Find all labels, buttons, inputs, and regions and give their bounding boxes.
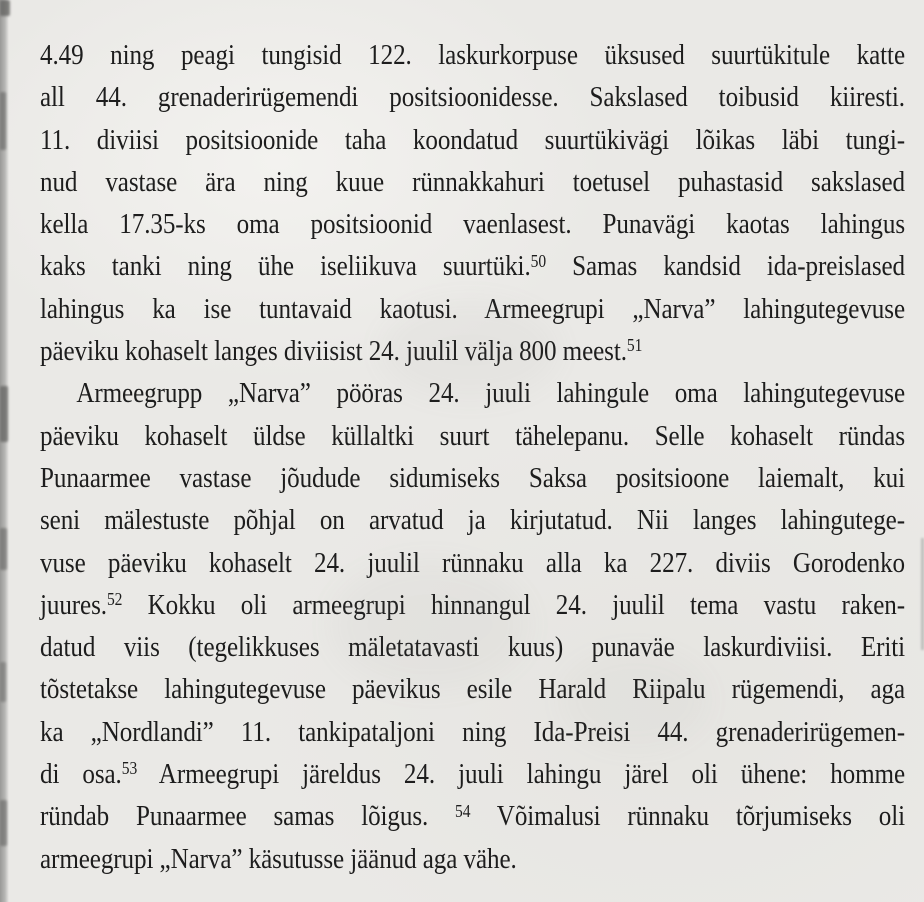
text-block: [40, 34, 905, 880]
text-segment: all 44. grenaderirügemendi positsioonidesse. Sakslased toibusid kiiresti.: [40, 81, 905, 114]
scan-edge-mark: [0, 662, 6, 702]
reverse-page-ghosting: [560, 650, 710, 750]
footnote-ref: 54: [455, 800, 471, 821]
text-line: [40, 499, 905, 541]
text-segment: Punaarmee vastase jõudude sidumiseks Saksa positsioone laiemalt, kui: [40, 461, 905, 494]
text-segment: Armeegrupi järeldus 24. juuli lahingu järel oli ühene: homme: [137, 758, 906, 791]
text-segment: di osa.: [40, 758, 122, 791]
text-segment: vuse päeviku kohaselt 24. juulil rünnaku alla ka 227. diviis Gorodenko: [40, 546, 905, 579]
footnote-ref: 51: [626, 335, 643, 356]
text-segment: juures.: [40, 588, 107, 621]
text-segment: Võimalusi rünnaku tõrjumiseks oli: [470, 800, 905, 833]
text-line: [40, 795, 905, 837]
text-segment: nud vastase ära ning kuue rünnakkahuri toetusel puhastasid sakslased: [40, 165, 905, 198]
text-line: [40, 76, 905, 118]
scan-edge-mark: [0, 0, 10, 16]
text-line: [40, 415, 905, 457]
text-line: [40, 119, 905, 161]
text-line: [40, 711, 905, 753]
text-line: [40, 161, 905, 203]
text-segment: 11. diviisi positsioonide taha koondatud suurtükivägi lõikas läbi tungi-: [40, 123, 905, 156]
text-segment: Kokku oli armeegrupi hinnangul 24. juulil tema vastu raken-: [122, 588, 905, 621]
text-line: [40, 838, 905, 880]
scan-edge-mark: [0, 386, 8, 442]
reverse-page-ghosting: [330, 560, 530, 690]
text-line: [40, 34, 905, 76]
text-segment: kella 17.35-ks oma positsioonid vaenlasest. Punavägi kaotas lahingus: [40, 208, 905, 241]
text-segment: ründab Punaarmee samas lõigus.: [40, 800, 456, 833]
text-segment: päeviku kohaselt langes diviisist 24. juulil välja 800 meest.: [40, 335, 627, 368]
scan-edge-mark: [0, 92, 6, 150]
scan-edge-mark: [0, 528, 7, 570]
text-segment: datud viis (tegelikkuses mäletatavasti kuus) punaväe laskurdiviisi. Eriti: [40, 631, 905, 664]
text-segment: ka „Nordlandi” 11. tankipataljoni ning Ida-Preisi 44. grenaderirügemen-: [40, 715, 905, 748]
text-segment: päeviku kohaselt üldse küllaltki suurt tähelepanu. Selle kohaselt ründas: [40, 419, 905, 452]
text-segment: kaks tanki ning ühe iseliikuva suurtüki.: [40, 250, 531, 283]
text-segment: lahingus ka ise tuntavaid kaotusi. Armeegrupi „Narva” lahingutegevuse: [40, 292, 905, 325]
footnote-ref: 52: [106, 589, 123, 610]
text-segment: 4.49 ning peagi tungisid 122. laskurkorpuse üksused suurtükitule katte: [40, 39, 905, 71]
footnote-ref: 53: [121, 758, 138, 779]
reverse-page-ghosting: [380, 300, 560, 400]
scan-edge-mark: [0, 800, 7, 846]
text-segment: seni mälestuste põhjal on arvatud ja kirjutatud. Nii langes lahingutege-: [40, 504, 905, 537]
text-segment: armeegrupi „Narva” käsutusse jäänud aga vähe.: [40, 842, 517, 875]
footnote-ref: 50: [530, 250, 547, 271]
text-line: [40, 457, 905, 499]
text-line: [40, 245, 905, 287]
text-segment: Armeegrupp „Narva” pööras 24. juuli lahingule oma lahingutegevuse: [76, 377, 905, 410]
text-segment: tõstetakse lahingutegevuse päevikus esile Harald Riipalu rügemendi, aga: [40, 673, 905, 706]
text-line: [40, 203, 905, 245]
text-segment: Samas kandsid ida-preislased: [546, 250, 905, 283]
text-line: [40, 753, 905, 795]
